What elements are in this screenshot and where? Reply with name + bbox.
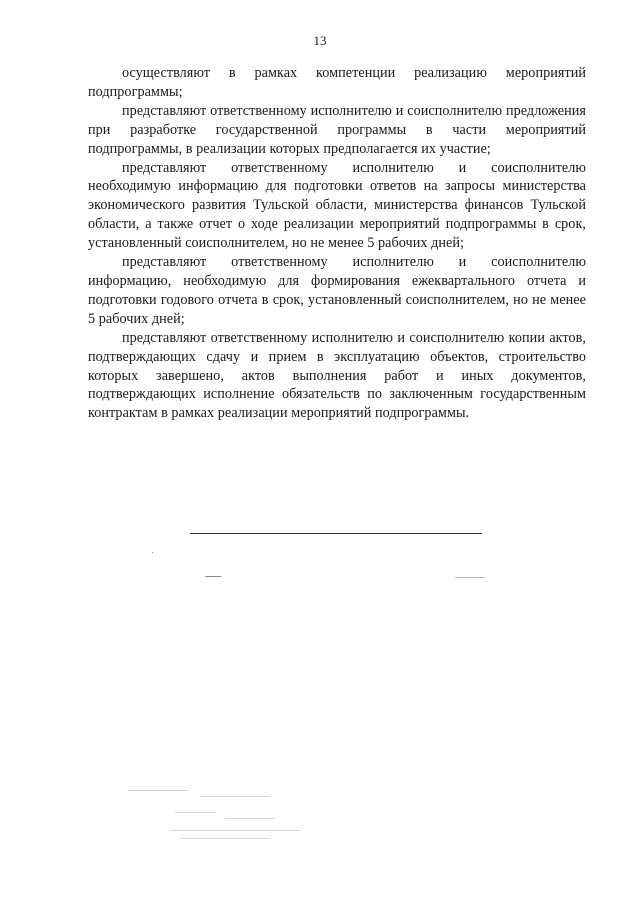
scan-artifact bbox=[128, 790, 188, 791]
paragraph-2: представляют ответственному исполнителю и соисполнителю предложения при разработке государственной программы в части мероприятий подпрограммы, в реализации которых предполагается их участие; bbox=[88, 102, 586, 157]
separator-line bbox=[190, 533, 482, 534]
scan-artifact bbox=[170, 830, 300, 831]
paragraph-5: представляют ответственному исполнителю и соисполнителю копии актов, подтверждающих сдачу и прием в эксплуатацию объектов, строительство которых завершено, актов выполнения работ и иных документов, подтверждающих исполнение обязательств по заключенным государственным контрактам в рамках реализации мероприятий подпрограммы. bbox=[88, 329, 586, 422]
paragraph-4: представляют ответственному исполнителю и соисполнителю информацию, необходимую для формирования ежеквартального отчета и подготовки годового отчета в срок, установленный соисполнителем, но не менее 5 рабочих дней; bbox=[88, 254, 586, 327]
scan-artifact bbox=[152, 552, 153, 553]
scan-artifact bbox=[455, 577, 485, 578]
page-number: 13 bbox=[313, 33, 327, 48]
scan-artifact bbox=[200, 796, 270, 797]
document-body bbox=[88, 64, 586, 423]
paragraph-1: осуществляют в рамках компетенции реализацию мероприятий подпрограммы; bbox=[88, 65, 586, 100]
scan-artifact bbox=[175, 812, 215, 813]
scan-artifact bbox=[180, 838, 270, 839]
scan-artifact bbox=[205, 576, 221, 577]
scan-artifact bbox=[225, 818, 275, 819]
paragraph-3: представляют ответственному исполнителю и соисполнителю необходимую информацию для подготовки ответов на запросы министерства экономического развития Тульской области, министерства финансов Тульской области, а также отчет о ходе реализации мероприятий подпрограммы в срок, установленный соисполнителем, но не менее 5 рабочих дней; bbox=[88, 159, 586, 252]
